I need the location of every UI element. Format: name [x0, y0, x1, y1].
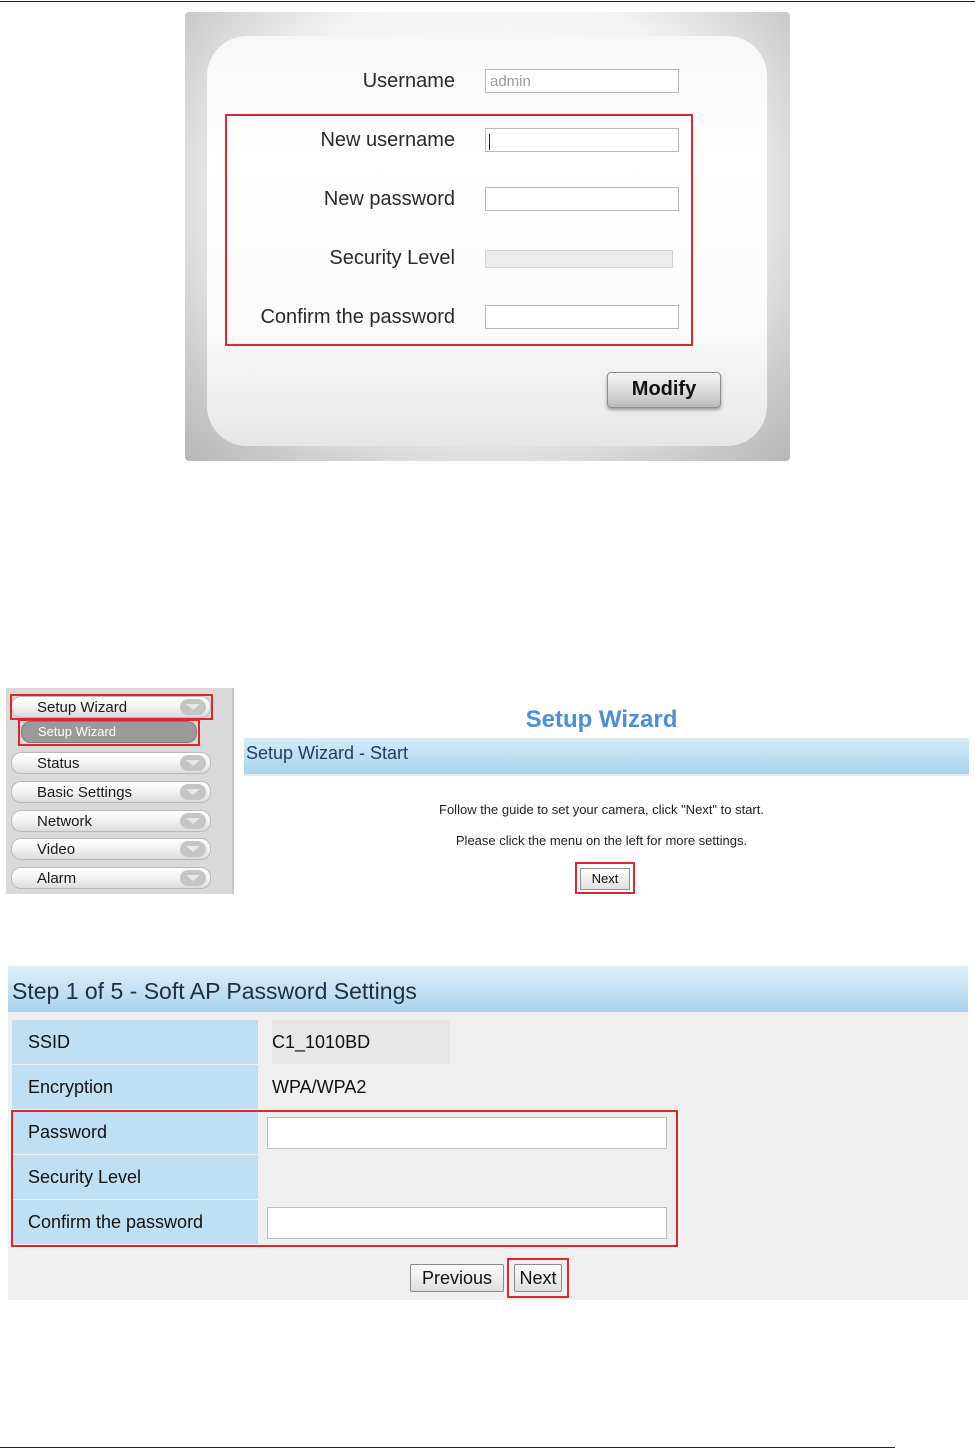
previous-button[interactable]: Previous [410, 1264, 504, 1292]
section-header [244, 738, 969, 774]
sidebar-item-basic-settings[interactable] [11, 781, 211, 803]
section-title: Setup Wizard - Start [246, 743, 409, 763]
highlight-box [11, 1110, 678, 1247]
section-title: Step 1 of 5 - Soft AP Password Settings [12, 978, 417, 1004]
ssid-value: C1_1010BD [272, 1020, 450, 1064]
table-row [12, 1020, 962, 1064]
guide-message: Follow the guide to set your camera, click "Next" to start. [439, 802, 764, 817]
sidebar-item-label: Basic Settings [37, 784, 133, 801]
chevron-down-icon [186, 875, 200, 881]
modify-credentials-panel [185, 12, 790, 461]
row-key: Encryption [12, 1065, 258, 1109]
row-key: Security Level [12, 1155, 258, 1199]
soft-ap-password-panel [8, 966, 968, 1300]
confirm-password-label: Confirm the password [260, 306, 455, 328]
row-key: Confirm the password [12, 1200, 258, 1244]
sidebar-item-status[interactable] [11, 752, 211, 774]
chevron-down-icon [186, 760, 200, 766]
next-button[interactable]: Next [580, 868, 630, 890]
security-level-label: Security Level [329, 247, 455, 269]
username-label: Username [362, 70, 455, 92]
sidebar-item-alarm[interactable] [11, 867, 211, 889]
modify-button[interactable]: Modify [607, 372, 721, 408]
chevron-down-icon [186, 789, 200, 795]
highlight-box [18, 719, 200, 746]
highlight-box [10, 694, 213, 720]
page-title: Setup Wizard [525, 706, 678, 733]
sidebar-item-network[interactable] [11, 810, 211, 832]
sidebar-item-label: Setup Wizard [37, 699, 128, 716]
new-username-label: New username [320, 129, 455, 151]
sidebar-item-label: Network [37, 813, 93, 830]
highlight-box [507, 1258, 569, 1298]
table-row [12, 1065, 962, 1109]
highlight-box [225, 114, 693, 346]
sidebar-item-video[interactable] [11, 838, 211, 860]
section-header [8, 966, 968, 1012]
top-rule [0, 1, 975, 2]
chevron-down-icon [186, 846, 200, 852]
sidebar-item-label: Status [37, 755, 80, 772]
submenu-setup-wizard[interactable]: Setup Wizard [21, 721, 197, 743]
wizard-main [234, 688, 969, 894]
row-value [258, 1020, 962, 1064]
sidebar-item-label: Alarm [37, 870, 77, 887]
chevron-down-icon [186, 818, 200, 824]
encryption-value: WPA/WPA2 [258, 1065, 962, 1109]
new-password-label: New password [323, 188, 455, 210]
row-key: SSID [12, 1020, 258, 1064]
setup-wizard-start-panel [6, 688, 969, 894]
username-field[interactable] [485, 69, 679, 93]
sidebar-item-label: Video [37, 841, 76, 858]
sidebar [6, 688, 234, 894]
menu-hint-message: Please click the menu on the left for more settings. [455, 833, 748, 848]
highlight-box [575, 862, 635, 894]
bottom-rule [0, 1447, 895, 1448]
row-key: Password [12, 1110, 258, 1154]
next-button[interactable]: Next [514, 1264, 562, 1292]
